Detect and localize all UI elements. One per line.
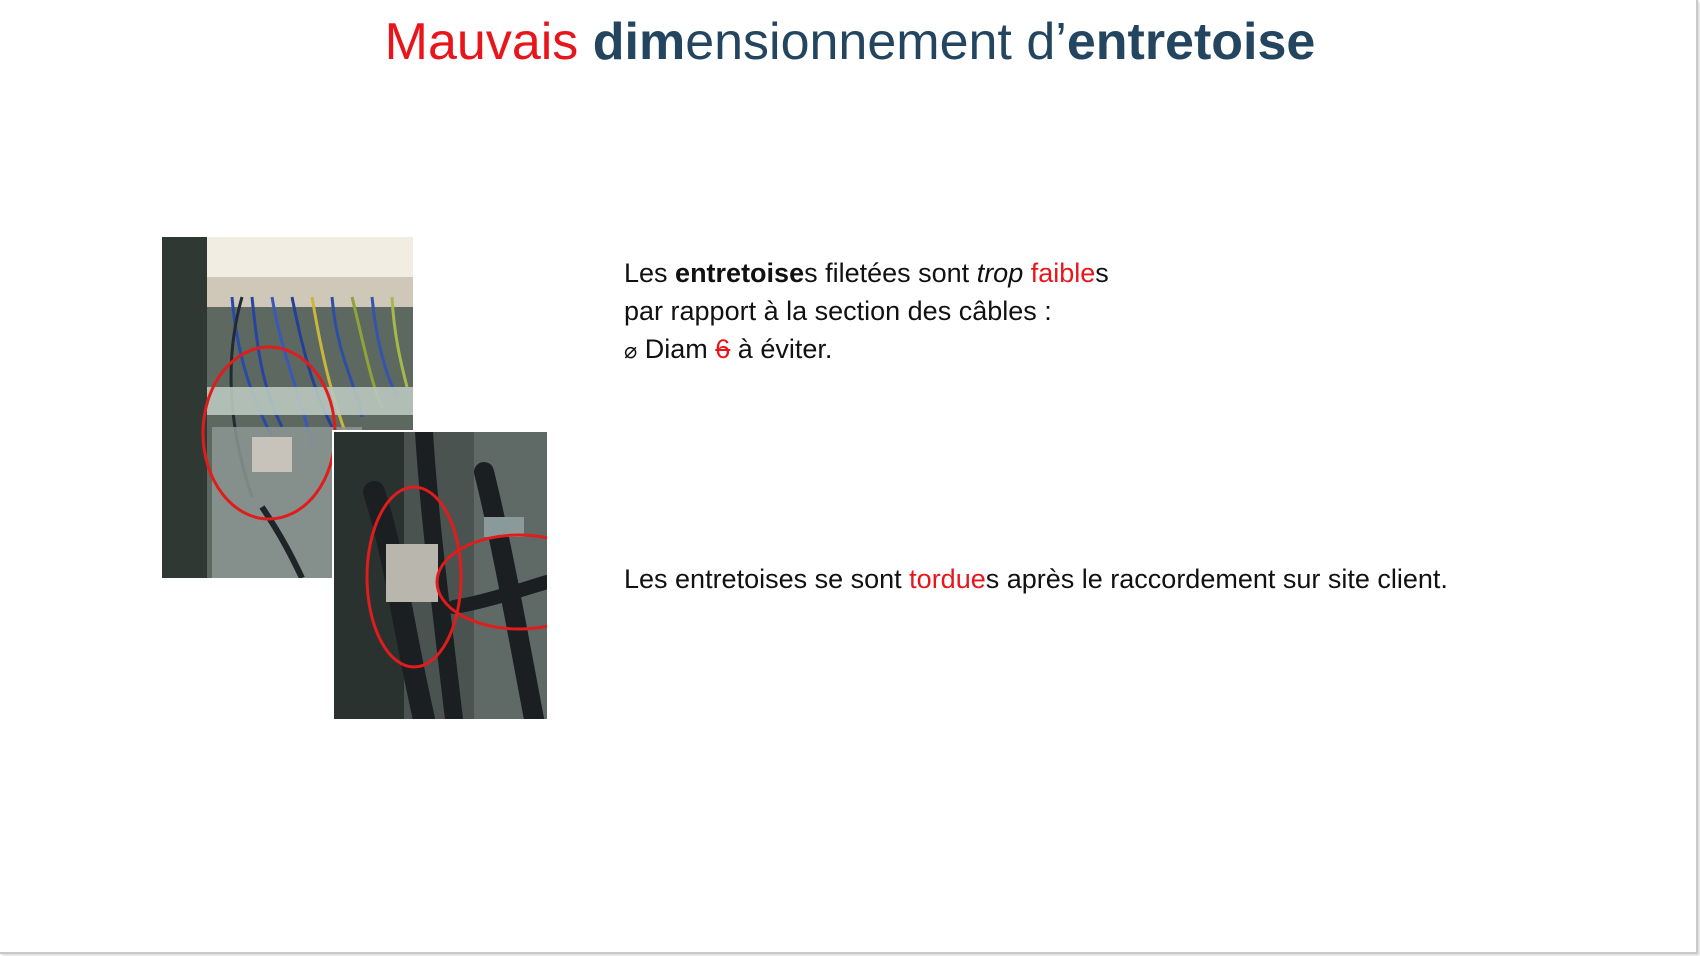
text-tordue-red: tordue: [909, 564, 986, 594]
paragraph1-line3: [624, 330, 1109, 370]
photo-bent-spacer: [334, 432, 547, 719]
text-apres-raccordement: s après le raccordement sur site client.: [985, 564, 1448, 594]
text-s: s: [1095, 258, 1109, 288]
text-entretoise-bold: entretoise: [675, 258, 805, 288]
diameter-icon: ⌀: [624, 338, 638, 363]
text-a-eviter: à éviter.: [730, 334, 833, 364]
text-se-sont: Les entretoises se sont: [624, 564, 910, 594]
slide-title: [0, 10, 1700, 74]
title-word-dim: dim: [592, 13, 686, 71]
text-les: Les: [624, 258, 676, 288]
text-filetees-sont: s filetées sont: [804, 258, 977, 288]
title-word-mauvais: Mauvais: [384, 13, 579, 71]
text-diam: Diam: [637, 334, 716, 364]
text-space: [1023, 258, 1031, 288]
text-faible-red: faible: [1030, 258, 1096, 288]
title-word-entretoise: entretoise: [1066, 13, 1316, 71]
paragraph1-line2: par rapport à la section des câbles :: [624, 296, 1052, 326]
text-struck-six: 6: [715, 334, 731, 364]
text-trop-italic: trop: [976, 258, 1024, 288]
paragraph-bent-spacers: [624, 560, 1448, 598]
paragraph-thin-spacers: [624, 254, 1109, 370]
paragraph1-line1: [624, 254, 1109, 292]
title-word-ensionnement: ensionnement d’: [685, 13, 1067, 71]
